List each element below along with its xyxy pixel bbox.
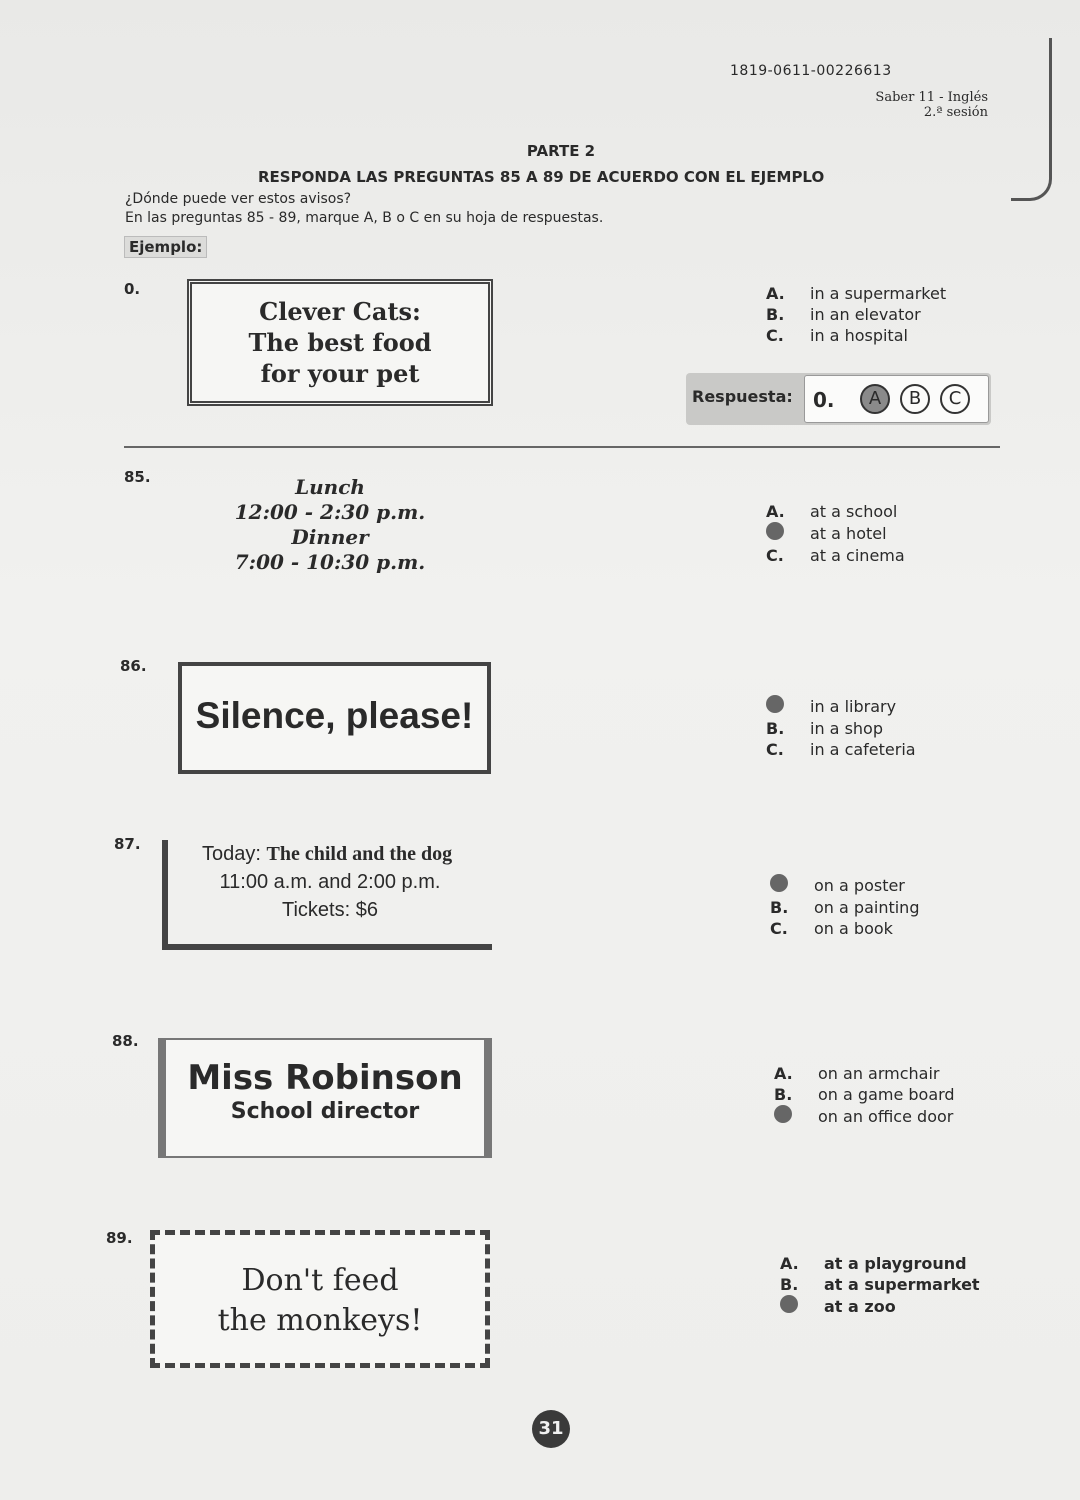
- option-letter: B.: [766, 305, 785, 324]
- option-text: at a zoo: [824, 1297, 896, 1316]
- answer-bubble-b[interactable]: B: [900, 384, 930, 414]
- option-letter: A.: [766, 284, 785, 303]
- option-letter: C.: [766, 740, 784, 759]
- option-row[interactable]: [770, 918, 919, 939]
- option-text: on an office door: [818, 1107, 954, 1126]
- option-row[interactable]: [766, 739, 916, 760]
- options-86: [766, 695, 916, 760]
- sign-88: [158, 1038, 492, 1158]
- option-text: on a painting: [814, 898, 920, 917]
- question-number: 85.: [124, 468, 151, 486]
- option-row[interactable]: [780, 1295, 980, 1318]
- option-row[interactable]: [766, 522, 905, 545]
- sign-line: Dinner: [291, 525, 369, 549]
- option-text: on an armchair: [818, 1064, 940, 1083]
- option-row[interactable]: [770, 874, 919, 897]
- marked-bubble: [780, 1295, 798, 1313]
- option-row[interactable]: [780, 1253, 980, 1274]
- answer-label: Respuesta:: [692, 387, 793, 406]
- option-letter: A.: [774, 1064, 793, 1083]
- question-number: 86.: [120, 657, 147, 675]
- sign-line: 12:00 - 2:30 p.m.: [234, 500, 426, 524]
- option-text: at a school: [810, 502, 898, 521]
- sign-line: Clever Cats:: [259, 297, 421, 326]
- sign-line: for your pet: [260, 359, 420, 388]
- marked-bubble: [766, 695, 784, 713]
- option-text: at a playground: [824, 1254, 967, 1273]
- option-row: [766, 304, 946, 325]
- option-text: in a library: [810, 697, 897, 716]
- marked-bubble: [766, 522, 784, 540]
- part-title: PARTE 2: [526, 142, 596, 160]
- sign-line: Tickets: $6: [282, 899, 378, 921]
- option-text: in a shop: [810, 719, 883, 738]
- sign-line: 11:00 a.m. and 2:00 p.m.: [219, 871, 441, 893]
- option-row[interactable]: [766, 545, 905, 566]
- question-number: 89.: [106, 1229, 133, 1247]
- options-87: [770, 874, 919, 939]
- option-text: on a poster: [814, 876, 905, 895]
- sign-text: Today:: [202, 843, 261, 865]
- option-letter: B.: [780, 1275, 799, 1294]
- option-row[interactable]: [774, 1084, 955, 1105]
- part-instruction: RESPONDA LAS PREGUNTAS 85 A 89 DE ACUERDO CON EL EJEMPLO: [258, 168, 825, 186]
- sign-line: 7:00 - 10:30 p.m.: [234, 550, 426, 574]
- question-number: 88.: [112, 1032, 139, 1050]
- option-text: on a book: [814, 919, 893, 938]
- answer-bubble-a[interactable]: A: [860, 384, 890, 414]
- sign-line: School director: [230, 1099, 420, 1124]
- part-directions: En las preguntas 85 - 89, marque A, B o C en su hoja de respuestas.: [125, 210, 604, 226]
- sign-87: [162, 840, 492, 950]
- answer-bubble-c[interactable]: C: [940, 384, 970, 414]
- sign-line: Miss Robinson: [187, 1058, 463, 1098]
- sign-line: [168, 840, 492, 868]
- exam-header: [875, 90, 988, 120]
- sign-85: [230, 475, 430, 575]
- exam-title: Saber 11 - Inglés: [875, 90, 988, 105]
- option-row: [766, 325, 946, 346]
- option-row[interactable]: [766, 718, 916, 739]
- option-text: in a supermarket: [810, 284, 947, 303]
- sign-89: [150, 1230, 490, 1368]
- marked-bubble: [770, 874, 788, 892]
- binder-clip: [1011, 38, 1052, 201]
- option-text: on a game board: [818, 1085, 955, 1104]
- option-letter: A.: [766, 502, 785, 521]
- option-text: in a cafeteria: [810, 740, 916, 759]
- option-letter: B.: [766, 719, 785, 738]
- example-number: 0.: [124, 280, 141, 298]
- divider: [124, 446, 1000, 448]
- option-text: at a cinema: [810, 546, 905, 565]
- option-letter: B.: [770, 898, 789, 917]
- example-sign: [187, 279, 493, 406]
- example-label: Ejemplo:: [124, 236, 207, 258]
- option-letter: C.: [770, 919, 788, 938]
- option-row[interactable]: [766, 695, 916, 718]
- option-row: [766, 283, 946, 304]
- option-letter: C.: [766, 546, 784, 565]
- option-text: at a supermarket: [824, 1275, 980, 1294]
- option-letter: B.: [774, 1085, 793, 1104]
- sign-86: Silence, please!: [178, 662, 491, 774]
- option-row[interactable]: [780, 1274, 980, 1295]
- option-row[interactable]: [766, 501, 905, 522]
- exam-session: 2.ª sesión: [923, 105, 988, 120]
- part-question: ¿Dónde puede ver estos avisos?: [125, 191, 352, 207]
- marked-bubble: [774, 1105, 792, 1123]
- option-row[interactable]: [774, 1063, 955, 1084]
- question-number: 87.: [114, 835, 141, 853]
- option-text: in a hospital: [810, 326, 908, 345]
- options-85: [766, 501, 905, 566]
- sign-text: The child and the dog: [266, 843, 453, 865]
- sign-line: The best food: [248, 328, 432, 357]
- sign-line: Don't feed: [241, 1263, 399, 1298]
- option-letter: C.: [766, 326, 784, 345]
- document-code: 1819-0611-00226613: [730, 63, 892, 79]
- answer-number: 0.: [813, 388, 835, 412]
- sign-line: the monkeys!: [217, 1303, 423, 1338]
- options-89: [780, 1253, 980, 1318]
- example-options: [766, 283, 946, 346]
- option-row[interactable]: [770, 897, 919, 918]
- page-number: 31: [532, 1410, 570, 1448]
- option-letter: A.: [780, 1254, 799, 1273]
- sign-line: Lunch: [295, 475, 365, 499]
- option-text: in an elevator: [810, 305, 921, 324]
- option-text: at a hotel: [810, 524, 887, 543]
- option-row[interactable]: [774, 1105, 955, 1128]
- options-88: [774, 1063, 955, 1128]
